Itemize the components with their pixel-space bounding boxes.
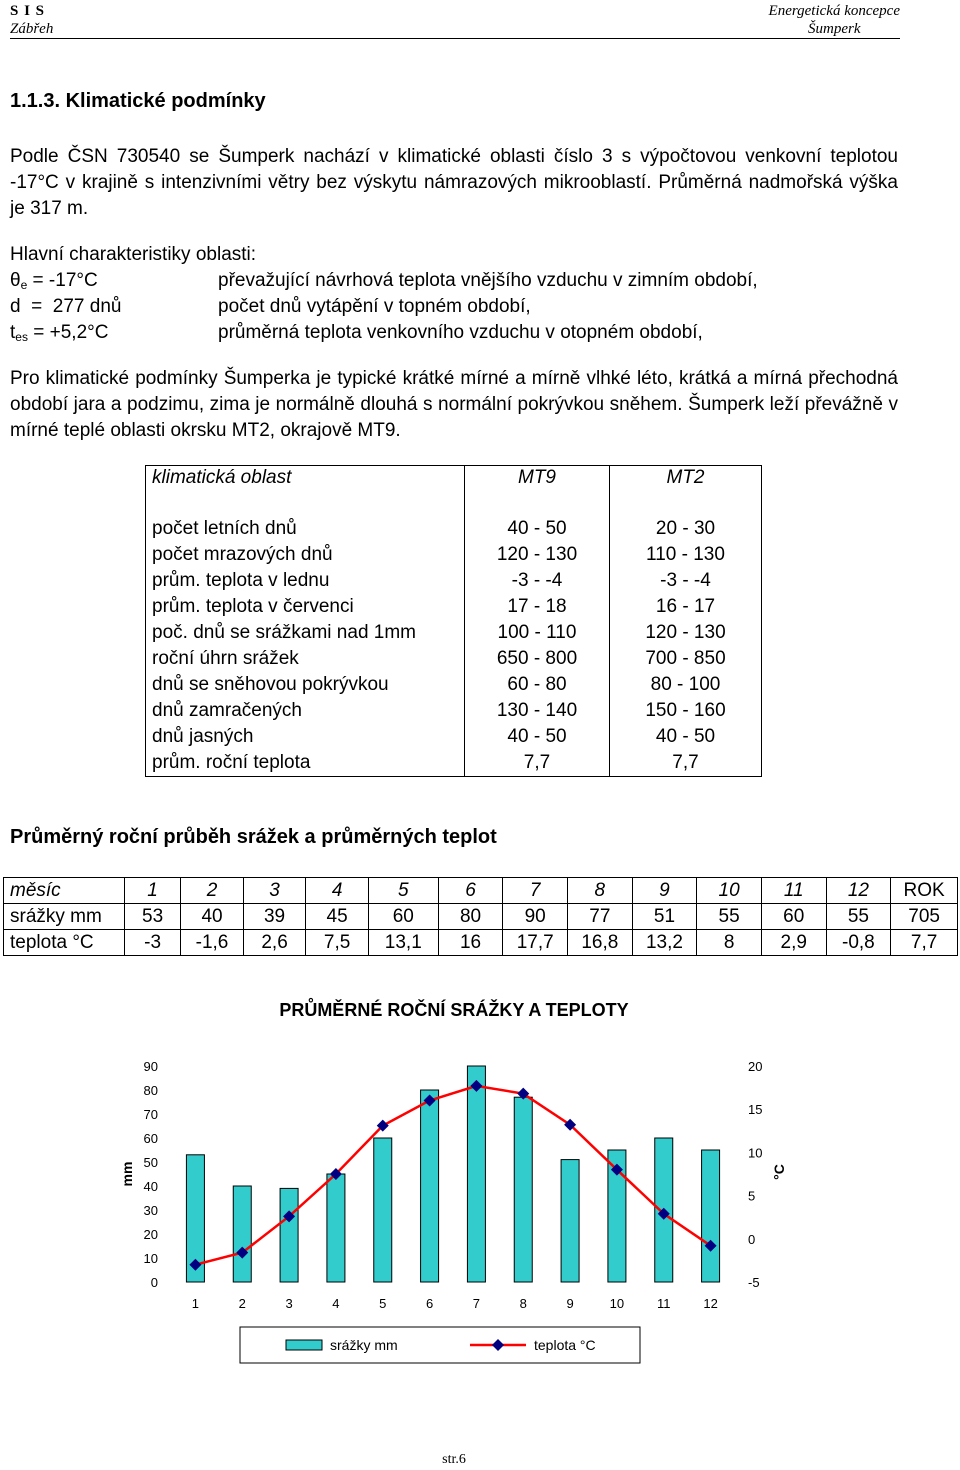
table-cell: 3	[243, 878, 306, 904]
table-header-row	[146, 466, 762, 517]
precipitation-bar	[467, 1066, 485, 1282]
table-cell: 90	[503, 904, 568, 930]
precipitation-bar	[233, 1186, 251, 1282]
table-cell: 40 - 50	[465, 724, 610, 750]
table-cell: 60	[761, 904, 826, 930]
table-row	[4, 878, 958, 904]
table-cell: 120 - 130	[465, 542, 610, 568]
table-cell: 11	[761, 878, 826, 904]
y-tick-label: 30	[143, 1203, 158, 1218]
table-cell: 110 - 130	[610, 542, 762, 568]
y-tick-label: 40	[143, 1179, 158, 1194]
table-cell: 53	[124, 904, 180, 930]
y-tick-label: 0	[150, 1275, 158, 1290]
table-cell: 80 - 100	[610, 672, 762, 698]
y2-tick-label: 20	[748, 1059, 763, 1074]
table-cell: 13,1	[368, 930, 438, 956]
table-cell: -3 - -4	[465, 568, 610, 594]
column-header: MT2	[610, 466, 762, 517]
row-label: měsíc	[4, 878, 125, 904]
table-cell: dnů se sněhovou pokrývkou	[146, 672, 465, 698]
precipitation-bar	[280, 1188, 298, 1282]
climate-region-table	[145, 465, 762, 777]
table-cell: 51	[632, 904, 697, 930]
table-cell: 7,7	[891, 930, 958, 956]
table-cell: 17,7	[503, 930, 568, 956]
table-row	[146, 698, 762, 724]
monthly-climate-table	[3, 877, 958, 956]
section-title: 1.1.3. Klimatické podmínky	[10, 90, 266, 112]
y2-tick-label: 0	[748, 1231, 756, 1247]
table-cell: 130 - 140	[465, 698, 610, 724]
y-tick-label: 10	[143, 1251, 158, 1266]
table-cell: prům. roční teplota	[146, 750, 465, 777]
table-row	[146, 724, 762, 750]
header-org: S I S	[10, 3, 46, 19]
table-cell: 120 - 130	[610, 620, 762, 646]
table-cell: 6	[438, 878, 503, 904]
characteristics-heading: Hlavní charakteristiky oblasti:	[10, 244, 257, 265]
table-cell: 40 - 50	[610, 724, 762, 750]
table-cell: 17 - 18	[465, 594, 610, 620]
table-row	[146, 516, 762, 542]
x-tick-label: 2	[238, 1296, 246, 1311]
x-tick-label: 5	[379, 1296, 387, 1311]
table-cell: 9	[632, 878, 697, 904]
characteristic-description: počet dnů vytápění v topném období,	[218, 296, 531, 317]
precipitation-bar	[702, 1150, 720, 1282]
table-cell: 40	[181, 904, 244, 930]
table-cell: poč. dnů se srážkami nad 1mm	[146, 620, 465, 646]
table-cell: 700 - 850	[610, 646, 762, 672]
table-cell: 2,6	[243, 930, 306, 956]
table-cell: počet letních dnů	[146, 516, 465, 542]
legend-bar-swatch	[286, 1340, 322, 1350]
table-cell: 4	[306, 878, 369, 904]
table-cell: 8	[697, 930, 762, 956]
table-cell: ROK	[891, 878, 958, 904]
table-cell: 77	[568, 904, 633, 930]
x-tick-label: 12	[703, 1296, 718, 1311]
table-cell: 16,8	[568, 930, 633, 956]
table-cell: 2	[181, 878, 244, 904]
table-row	[4, 904, 958, 930]
x-tick-label: 9	[566, 1296, 574, 1311]
monthly-section-title: Průměrný roční průběh srážek a průměrných teplot	[10, 826, 497, 848]
page-number: str.6	[442, 1452, 466, 1467]
climate-paragraph: Pro klimatické podmínky Šumperka je typické krátké mírné a mírně vlhké léto, krátká a mírná přechodná období jara a podzimu, zima je normálně dlouhá s normální pokrývkou sněhem. Šumperk leží převážně v mírné teplé oblasti okrsku MT2, okrajově MT9.	[10, 368, 898, 441]
table-cell: 45	[306, 904, 369, 930]
table-cell: 150 - 160	[610, 698, 762, 724]
header-town: Zábřeh	[10, 21, 54, 37]
x-tick-label: 1	[191, 1296, 200, 1311]
intro-paragraph: Podle ČSN 730540 se Šumperk nachází v klimatické oblasti číslo 3 s výpočtovou venkovní teplotou -17°C v krajině s intenzivními větry bez výskytu námrazových mikrooblastí. Průměrná nadmořská výška je 317 m.	[10, 146, 898, 219]
precipitation-temperature-chart	[0, 1040, 908, 1370]
table-cell: 100 - 110	[465, 620, 610, 646]
y-tick-label: 70	[143, 1107, 158, 1122]
characteristic-description: průměrná teplota venkovního vzduchu v otopném období,	[218, 322, 703, 343]
table-cell: 60	[368, 904, 438, 930]
table-cell: 55	[826, 904, 891, 930]
table-row	[146, 646, 762, 672]
table-cell: 7	[503, 878, 568, 904]
table-cell: 5	[368, 878, 438, 904]
precipitation-bar	[421, 1090, 439, 1282]
y2-tick-label: 5	[748, 1188, 756, 1204]
column-header: MT9	[465, 466, 610, 517]
table-cell: 7,7	[610, 750, 762, 777]
y2-axis-label: °C	[771, 1164, 787, 1180]
table-cell: 7,7	[465, 750, 610, 777]
chart-title: PRŮMĚRNÉ ROČNÍ SRÁŽKY A TEPLOTY	[279, 1000, 629, 1020]
y2-tick-label: -5	[748, 1275, 760, 1290]
table-cell: 10	[697, 878, 762, 904]
precipitation-bar	[374, 1138, 392, 1282]
table-cell: 13,2	[632, 930, 697, 956]
temperature-line	[195, 1086, 710, 1265]
table-row	[146, 750, 762, 777]
table-row	[146, 542, 762, 568]
table-cell: 80	[438, 904, 503, 930]
table-cell: dnů jasných	[146, 724, 465, 750]
table-cell: 60 - 80	[465, 672, 610, 698]
y-tick-label: 20	[143, 1227, 158, 1242]
x-tick-label: 6	[425, 1296, 434, 1311]
table-row	[146, 568, 762, 594]
characteristic-description: převažující návrhová teplota vnějšího vzduchu v zimním období,	[218, 270, 758, 291]
table-cell: 2,9	[761, 930, 826, 956]
table-cell: 650 - 800	[465, 646, 610, 672]
table-cell: prům. teplota v červenci	[146, 594, 465, 620]
row-label: srážky mm	[4, 904, 125, 930]
table-cell: 39	[243, 904, 306, 930]
table-cell: roční úhrn srážek	[146, 646, 465, 672]
table-row	[146, 594, 762, 620]
legend-bar-label: srážky mm	[330, 1337, 398, 1353]
table-cell: 8	[568, 878, 633, 904]
table-cell: 16 - 17	[610, 594, 762, 620]
header-left	[10, 2, 53, 38]
header-city: Šumperk	[808, 21, 861, 37]
x-tick-label: 4	[332, 1296, 340, 1311]
y-tick-label: 60	[143, 1131, 158, 1146]
x-tick-label: 10	[609, 1296, 625, 1311]
x-tick-label: 8	[519, 1296, 527, 1311]
table-cell: -1,6	[181, 930, 244, 956]
y-tick-label: 90	[143, 1059, 158, 1074]
characteristic-symbol: $t_{es} = +5,2^\circ C$	[10, 322, 109, 344]
y-axis-label: mm	[119, 1161, 135, 1187]
legend-line-label: teplota °C	[534, 1337, 596, 1353]
table-cell: 12	[826, 878, 891, 904]
table-cell: dnů zamračených	[146, 698, 465, 724]
table-cell: 705	[891, 904, 958, 930]
table-cell: 7,5	[306, 930, 369, 956]
row-label: teplota °C	[4, 930, 125, 956]
y2-tick-label: 15	[748, 1102, 763, 1118]
table-cell: 1	[124, 878, 180, 904]
characteristic-symbol: d = 277 dnů	[10, 296, 122, 317]
table-cell: prům. teplota v lednu	[146, 568, 465, 594]
table-cell: 20 - 30	[610, 516, 762, 542]
table-row	[4, 930, 958, 956]
y2-tick-label: 10	[748, 1145, 763, 1161]
y-tick-label: 80	[143, 1083, 158, 1098]
precipitation-bar	[327, 1174, 345, 1282]
table-cell: 40 - 50	[465, 516, 610, 542]
x-tick-label: 3	[285, 1296, 293, 1311]
x-tick-label: 7	[472, 1296, 481, 1311]
header-doc-title: Energetická koncepce	[768, 3, 900, 19]
characteristic-symbol: $\theta_e = -17^\circ C$	[10, 270, 98, 292]
header-right	[769, 2, 900, 38]
table-cell: 55	[697, 904, 762, 930]
table-cell: -3	[124, 930, 180, 956]
page-header	[10, 0, 900, 39]
precipitation-bar	[514, 1097, 532, 1282]
table-cell: 16	[438, 930, 503, 956]
table-row	[146, 620, 762, 646]
precipitation-bar	[561, 1160, 579, 1282]
table-row	[146, 672, 762, 698]
y-tick-label: 50	[143, 1155, 158, 1170]
table-cell: -0,8	[826, 930, 891, 956]
column-header: klimatická oblast	[146, 466, 465, 517]
table-cell: počet mrazových dnů	[146, 542, 465, 568]
x-tick-label: 11	[657, 1296, 671, 1311]
table-cell: -3 - -4	[610, 568, 762, 594]
